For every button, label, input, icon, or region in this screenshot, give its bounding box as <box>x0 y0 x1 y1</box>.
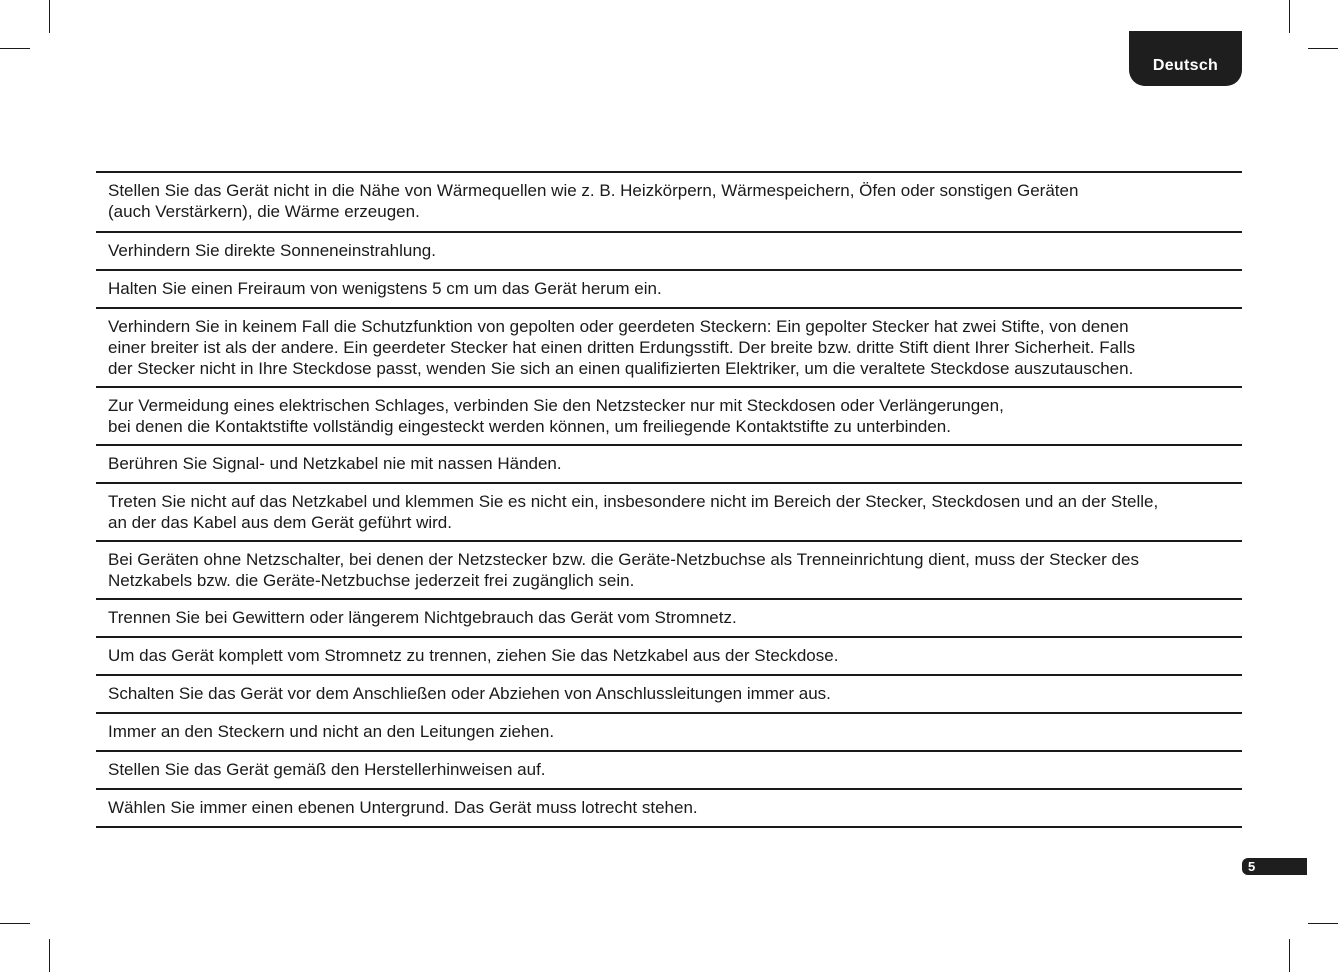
crop-mark <box>1308 923 1338 924</box>
divider <box>96 826 1242 828</box>
safety-item: Immer an den Steckern und nicht an den Leitungen ziehen. <box>108 722 555 741</box>
safety-item: Berühren Sie Signal- und Netzkabel nie mit nassen Händen. <box>108 454 562 473</box>
safety-item: Trennen Sie bei Gewittern oder längerem Nichtgebrauch das Gerät vom Stromnetz. <box>108 608 737 627</box>
crop-mark <box>49 0 50 33</box>
crop-mark <box>1308 48 1338 49</box>
safety-item: Um das Gerät komplett vom Stromnetz zu trennen, ziehen Sie das Netzkabel aus der Steckdose. <box>108 646 839 665</box>
safety-instructions-list <box>96 171 1242 828</box>
safety-item: Verhindern Sie in keinem Fall die Schutzfunktion von gepolten oder geerdeten Steckern: Ein gepolter Stecker hat zwei Stifte, von denen einer breiter ist als der andere. Ein geerdeter Stecker hat einen dritten Erdungsstift. Der breite bzw. dritte Stift dient Ihrer Sicherheit. Falls der Stecker nicht in Ihre Steckdose passt, wenden Sie sich an einen qualifizierten Elektriker, um die veraltete Steckdose auszutauschen. <box>108 317 1136 378</box>
crop-mark <box>0 923 30 924</box>
safety-item: Stellen Sie das Gerät nicht in die Nähe von Wärmequellen wie z. B. Heizkörpern, Wärmespeichern, Öfen oder sonstigen Geräten (auch Verstärkern), die Wärme erzeugen. <box>108 181 1079 221</box>
language-tab: Deutsch <box>1129 31 1242 86</box>
safety-item: Verhindern Sie direkte Sonneneinstrahlung. <box>108 241 436 260</box>
crop-mark <box>1289 939 1290 972</box>
crop-mark <box>1289 0 1290 33</box>
safety-item: Treten Sie nicht auf das Netzkabel und klemmen Sie es nicht ein, insbesondere nicht im Bereich der Stecker, Steckdosen und an der Stelle, an der das Kabel aus dem Gerät geführt wird. <box>108 492 1159 532</box>
safety-item: Schalten Sie das Gerät vor dem Anschließen oder Abziehen von Anschlussleitungen immer aus. <box>108 684 831 703</box>
page-number: 5 <box>1242 858 1307 875</box>
safety-item: Bei Geräten ohne Netzschalter, bei denen der Netzstecker bzw. die Geräte-Netzbuchse als Trenneinrichtung dient, muss der Stecker des Netzkabels bzw. die Geräte-Netzbuchse jederzeit frei zugänglich sein. <box>108 550 1139 590</box>
safety-item: Zur Vermeidung eines elektrischen Schlages, verbinden Sie den Netzstecker nur mit Steckdosen oder Verlängerungen, bei denen die Kontaktstifte vollständig eingesteckt werden können, um freiliegende Kontaktstifte zu unterbinden. <box>108 396 1004 436</box>
crop-mark <box>0 48 30 49</box>
safety-item: Wählen Sie immer einen ebenen Untergrund. Das Gerät muss lotrecht stehen. <box>108 798 698 817</box>
crop-mark <box>49 939 50 972</box>
safety-item: Stellen Sie das Gerät gemäß den Herstellerhinweisen auf. <box>108 760 546 779</box>
safety-item: Halten Sie einen Freiraum von wenigstens 5 cm um das Gerät herum ein. <box>108 279 662 298</box>
